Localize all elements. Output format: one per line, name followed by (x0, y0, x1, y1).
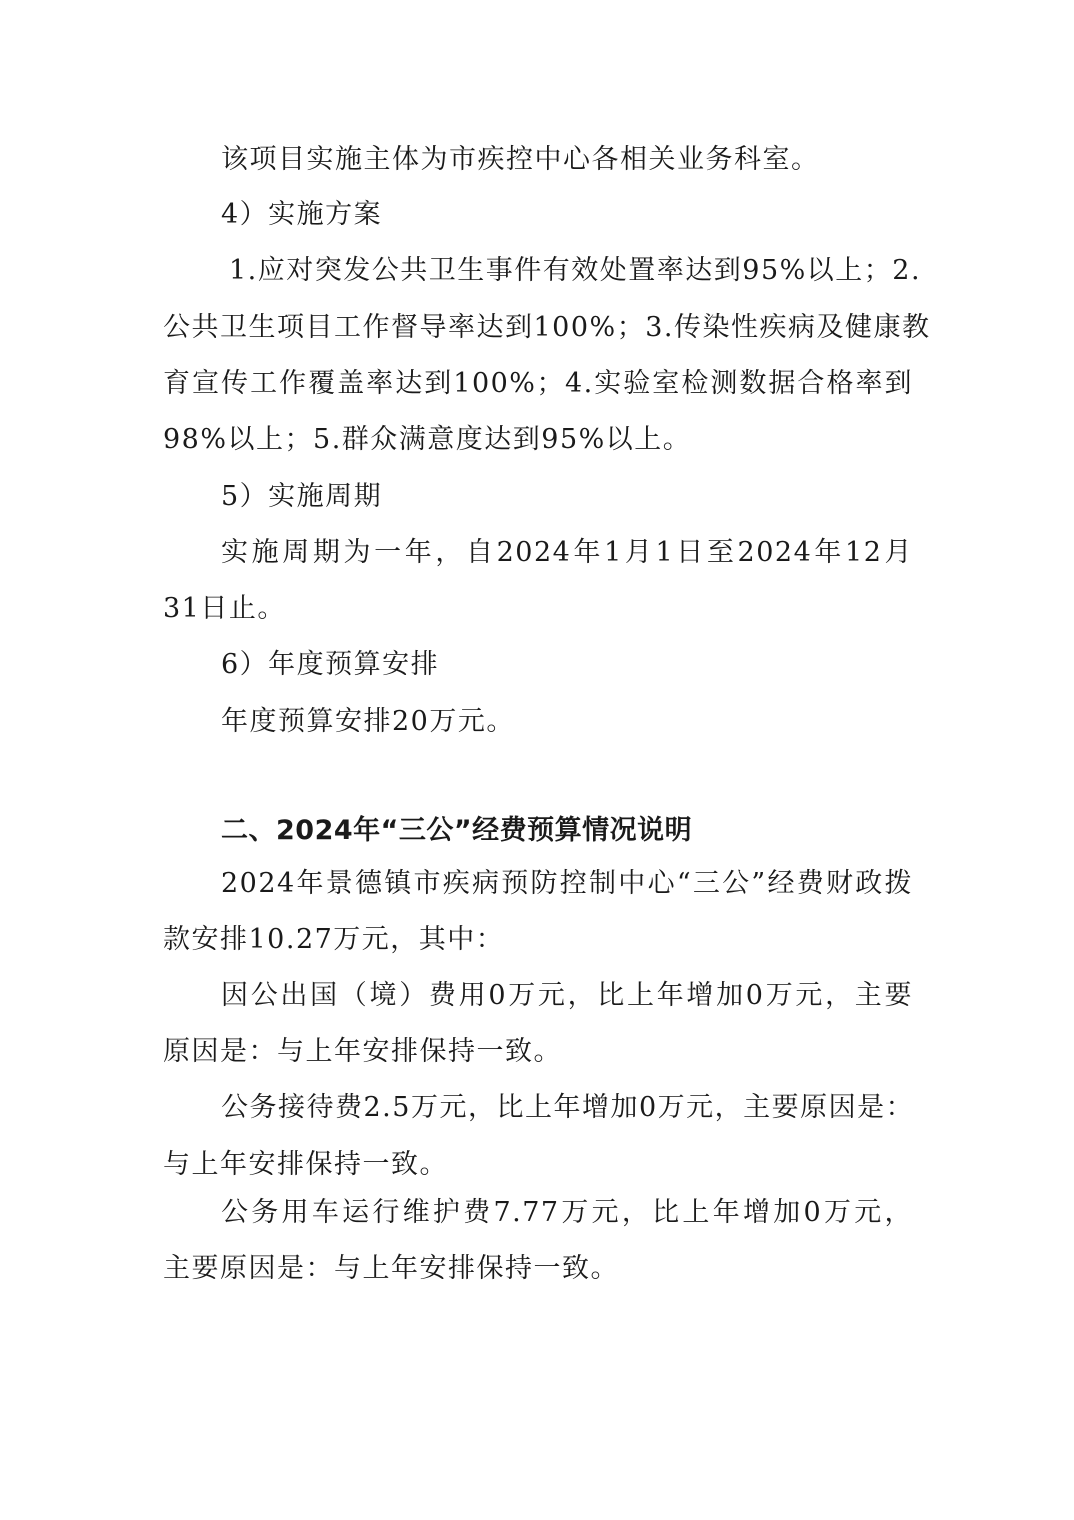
paragraph-funding-line-2: 款安排10.27万元，其中： (163, 924, 505, 955)
paragraph-plan-line-4: 98%以上；5.群众满意度达到95%以上。 (163, 424, 692, 455)
section-heading-implementation-plan: 4）实施方案 (221, 199, 383, 230)
paragraph-overseas-line-2: 原因是：与上年安排保持一致。 (163, 1036, 562, 1067)
paragraph-period-line-1: 实施周期为一年，自2024年1月1日至2024年12月 (221, 537, 913, 568)
section-heading-annual-budget: 6）年度预算安排 (221, 649, 440, 680)
paragraph-implementer: 该项目实施主体为市疾控中心各相关业务科室。 (221, 144, 820, 175)
paragraph-reception-line-1: 公务接待费2.5万元，比上年增加0万元，主要原因是： (221, 1092, 915, 1123)
paragraph-funding-line-1: 2024年景德镇市疾病预防控制中心“三公”经费财政拨 (221, 868, 913, 899)
paragraph-vehicle-line-1: 公务用车运行维护费7.77万元，比上年增加0万元， (221, 1197, 913, 1228)
paragraph-plan-line-2: 公共卫生项目工作督导率达到100%；3.传染性疾病及健康教 (163, 312, 931, 343)
paragraph-plan-line-3: 育宣传工作覆盖率达到100%；4.实验室检测数据合格率到 (163, 368, 913, 399)
paragraph-plan-line-1: 1.应对突发公共卫生事件有效处置率达到95%以上；2. (229, 255, 922, 286)
section-title-three-public-expenses: 二、2024年“三公”经费预算情况说明 (221, 815, 693, 846)
paragraph-vehicle-line-2: 主要原因是：与上年安排保持一致。 (163, 1253, 619, 1284)
paragraph-annual-budget: 年度预算安排20万元。 (221, 706, 515, 737)
paragraph-reception-line-2: 与上年安排保持一致。 (163, 1149, 448, 1180)
section-heading-implementation-period: 5）实施周期 (221, 481, 383, 512)
paragraph-period-line-2: 31日止。 (163, 593, 286, 624)
paragraph-overseas-line-1: 因公出国（境）费用0万元，比上年增加0万元，主要 (221, 980, 913, 1011)
